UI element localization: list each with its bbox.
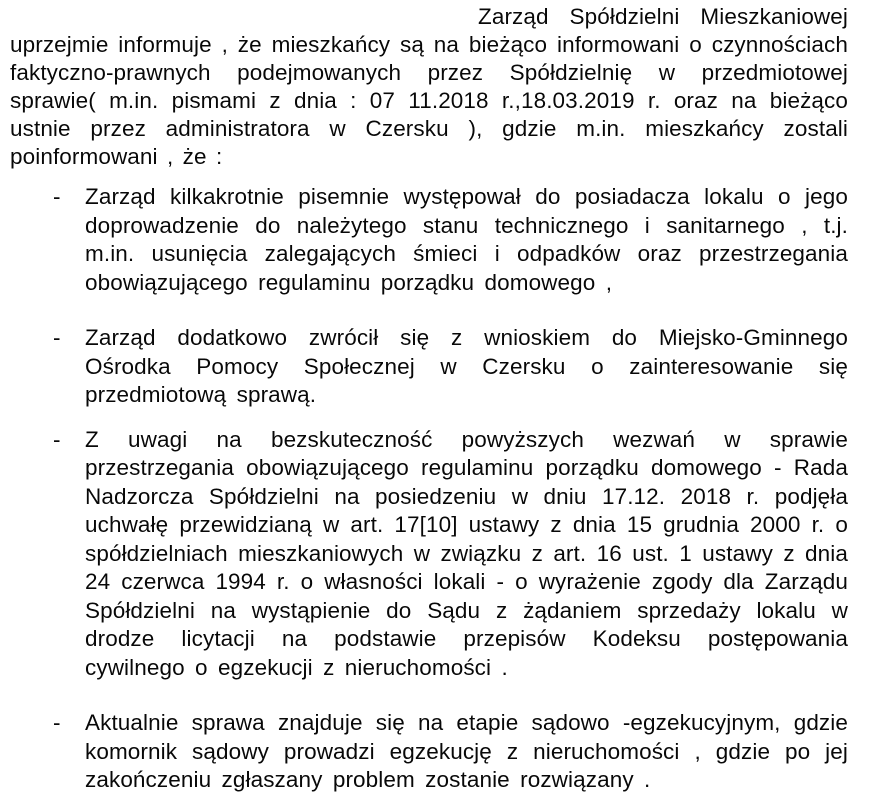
dash-bullet-icon: -: [53, 184, 61, 209]
dash-bullet-icon: -: [53, 710, 61, 735]
dash-bullet-icon: -: [53, 325, 61, 350]
intro-paragraph: Zarząd Spółdzielni Mieszkaniowej uprzejmie informuje , że mieszkańcy są na bieżąco informowani o czynnościach faktyczno-prawnych podejmowanych przez Spółdzielnię w przedmiotowej sprawie( m.in. pismami z dnia : 07 11.2018 r.,18.03.2019 r. oraz na bieżąco ustnie przez administratora w Czersku ), gdzie m.in. mieszkańcy zostali poinformowani , że :: [10, 4, 848, 169]
dash-bullet-icon: -: [53, 426, 61, 452]
list-item: [10, 324, 848, 410]
list-item: [10, 709, 848, 795]
bullet-text: Aktualnie sprawa znajduje się na etapie sądowo -egzekucyjnym, gdzie komornik sądowy prowadzi egzekucję z nieruchomości , gdzie po jej zakończeniu zgłaszany problem zostanie rozwiązany .: [85, 710, 848, 792]
list-item: [10, 183, 848, 297]
bullet-text: Zarząd dodatkowo zwrócił się z wnioskiem do Miejsko-Gminnego Ośrodka Pomocy Społecznej w Czersku o zainteresowanie się przedmiotową sprawą.: [85, 325, 848, 407]
list-item: [10, 426, 848, 683]
bullet-text: Z uwagi na bezskuteczność powyższych wezwań w sprawie przestrzegania obowiązującego regulaminu porządku domowego - Rada Nadzorcza Spółdzielni na posiedzeniu w dniu 17.12. 2018 r. podjęła uchwałę przewidzianą w art. 17[10] ustawy z dnia 15 grudnia 2000 r. o spółdzielniach mieszkaniowych w związku z art. 16 ust. 1 ustawy z dnia 24 czerwca 1994 r. o własności lokali - o wyrażenie zgody dla Zarządu Spółdzielni na wystąpienie do Sądu z żądaniem sprzedaży lokalu w drodze licytacji na podstawie przepisów Kodeksu postępowania cywilnego o egzekucji z nieruchomości .: [85, 426, 848, 680]
bullet-list: [10, 183, 848, 795]
bullet-text: Zarząd kilkakrotnie pisemnie występował do posiadacza lokalu o jego doprowadzenie do należytego stanu technicznego i sanitarnego , t.j. m.in. usunięcia zalegających śmieci i odpadków oraz przestrzegania obowiązującego regulaminu porządku domowego ,: [85, 184, 848, 295]
